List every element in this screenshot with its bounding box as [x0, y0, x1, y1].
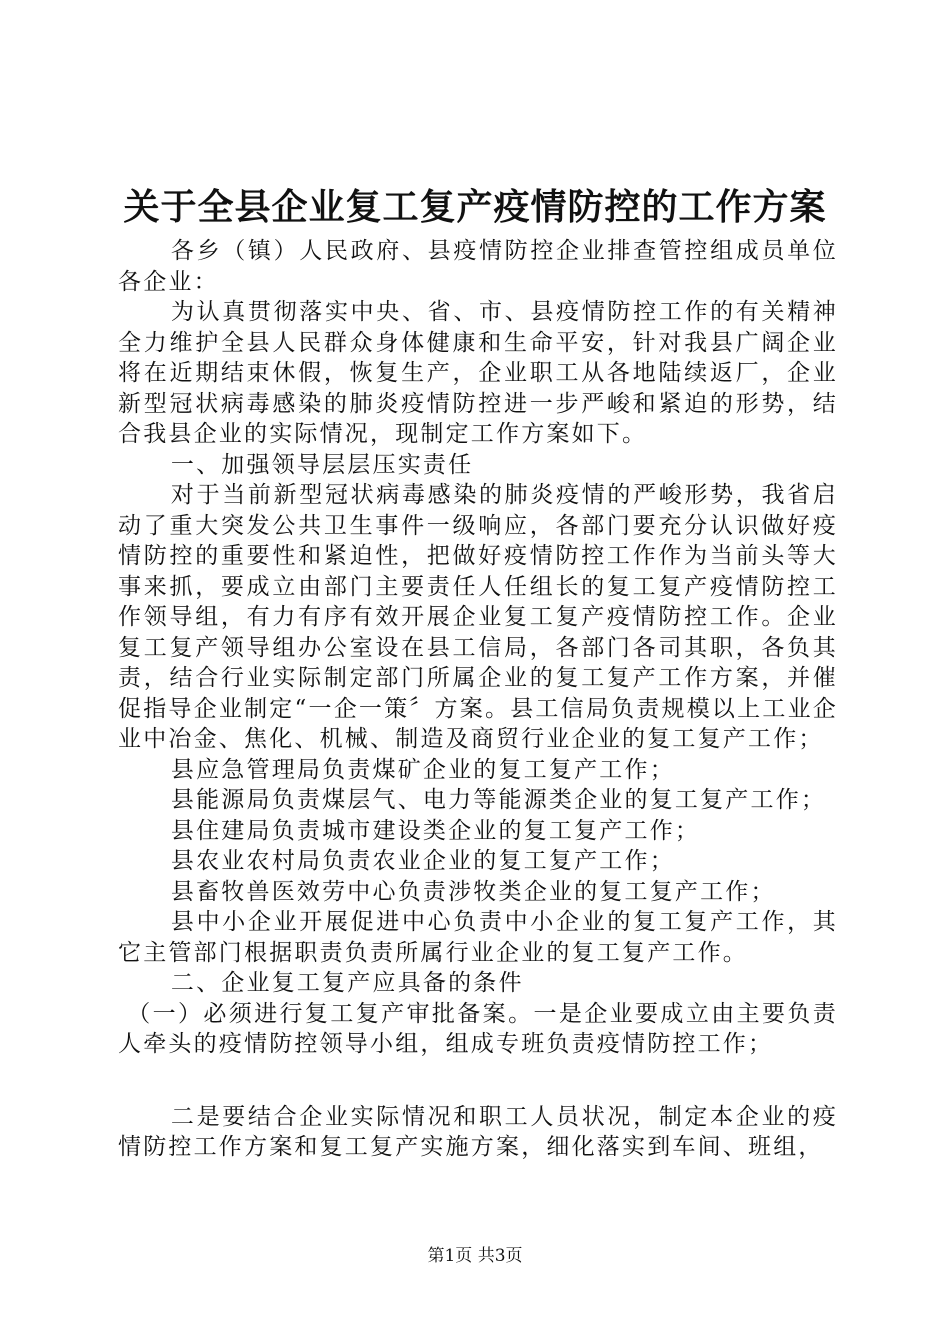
paragraph-salutation: 各乡（镇）人民政府、县疫情防控企业排查管控组成员单位各企业：	[118, 238, 838, 295]
paragraph-intro: 为认真贯彻落实中央、省、市、县疫情防控工作的有关精神全力维护全县人民群众身体健康和生命平安，针对我县广阔企业将在近期结束休假，恢复生产，企业职工从各地陆续返厂，企业新型冠状病毒感染的肺炎疫情防控进一步严峻和紧迫的形势，结合我县企业的实际情况，现制定工作方案如下。	[118, 299, 838, 447]
paragraph-gap	[118, 1060, 838, 1102]
paragraph-approval: （一）必须进行复工复产审批备案。一是企业要成立由主要负责人牵头的疫情防控领导小组，组成专班负责疫情防控工作；	[118, 1000, 838, 1057]
document-title: 关于全县企业复工复产疫情防控的工作方案	[123, 186, 827, 228]
paragraph-section-1: 对于当前新型冠状病毒感染的肺炎疫情的严峻形势，我省启动了重大突发公共卫生事件一级响应，各部门要充分认识做好疫情防控的重要性和紧迫性，把做好疫情防控工作作为当前头等大事来抓，要成立由部门主要责任人任组长的复工复产疫情防控工作领导组，有力有序有效开展企业复工复产疫情防控工作。企业复工复产领导组办公室设在县工信局，各部门各司其职，各负其责，结合行业实际制定部门所属企业的复工复产工作方案，并催促指导企业制定“一企一策〞方案。县工信局负责规模以上工业企业中冶金、焦化、机械、制造及商贸行业企业的复工复产工作；	[118, 482, 838, 752]
page-number-footer: 第1页 共3页	[427, 1246, 523, 1266]
section-heading-1: 一、加强领导层层压实责任	[170, 451, 474, 478]
section-heading-2: 二、企业复工复产应具备的条件	[170, 970, 524, 996]
paragraph-agriculture-bureau: 县农业农村局负责农业企业的复工复产工作；	[170, 848, 675, 874]
paragraph-plan: 二是要结合企业实际情况和职工人员状况，制定本企业的疫情防控工作方案和复工复产实施方案，细化落实到车间、班组，	[118, 1103, 838, 1160]
paragraph-emergency-bureau: 县应急管理局负责煤矿企业的复工复产工作；	[170, 756, 675, 783]
document-body	[118, 236, 838, 1163]
paragraph-housing-bureau: 县住建局负责城市建设类企业的复工复产工作；	[170, 817, 701, 844]
paragraph-sme-center: 县中小企业开展促进中心负责中小企业的复工复产工作，其它主管部门根据职责负责所属行业企业的复工复产工作。	[118, 909, 838, 966]
paragraph-energy-bureau: 县能源局负责煤层气、电力等能源类企业的复工复产工作；	[170, 787, 827, 813]
paragraph-livestock-center: 县畜牧兽医效劳中心负责涉牧类企业的复工复产工作；	[170, 878, 776, 905]
